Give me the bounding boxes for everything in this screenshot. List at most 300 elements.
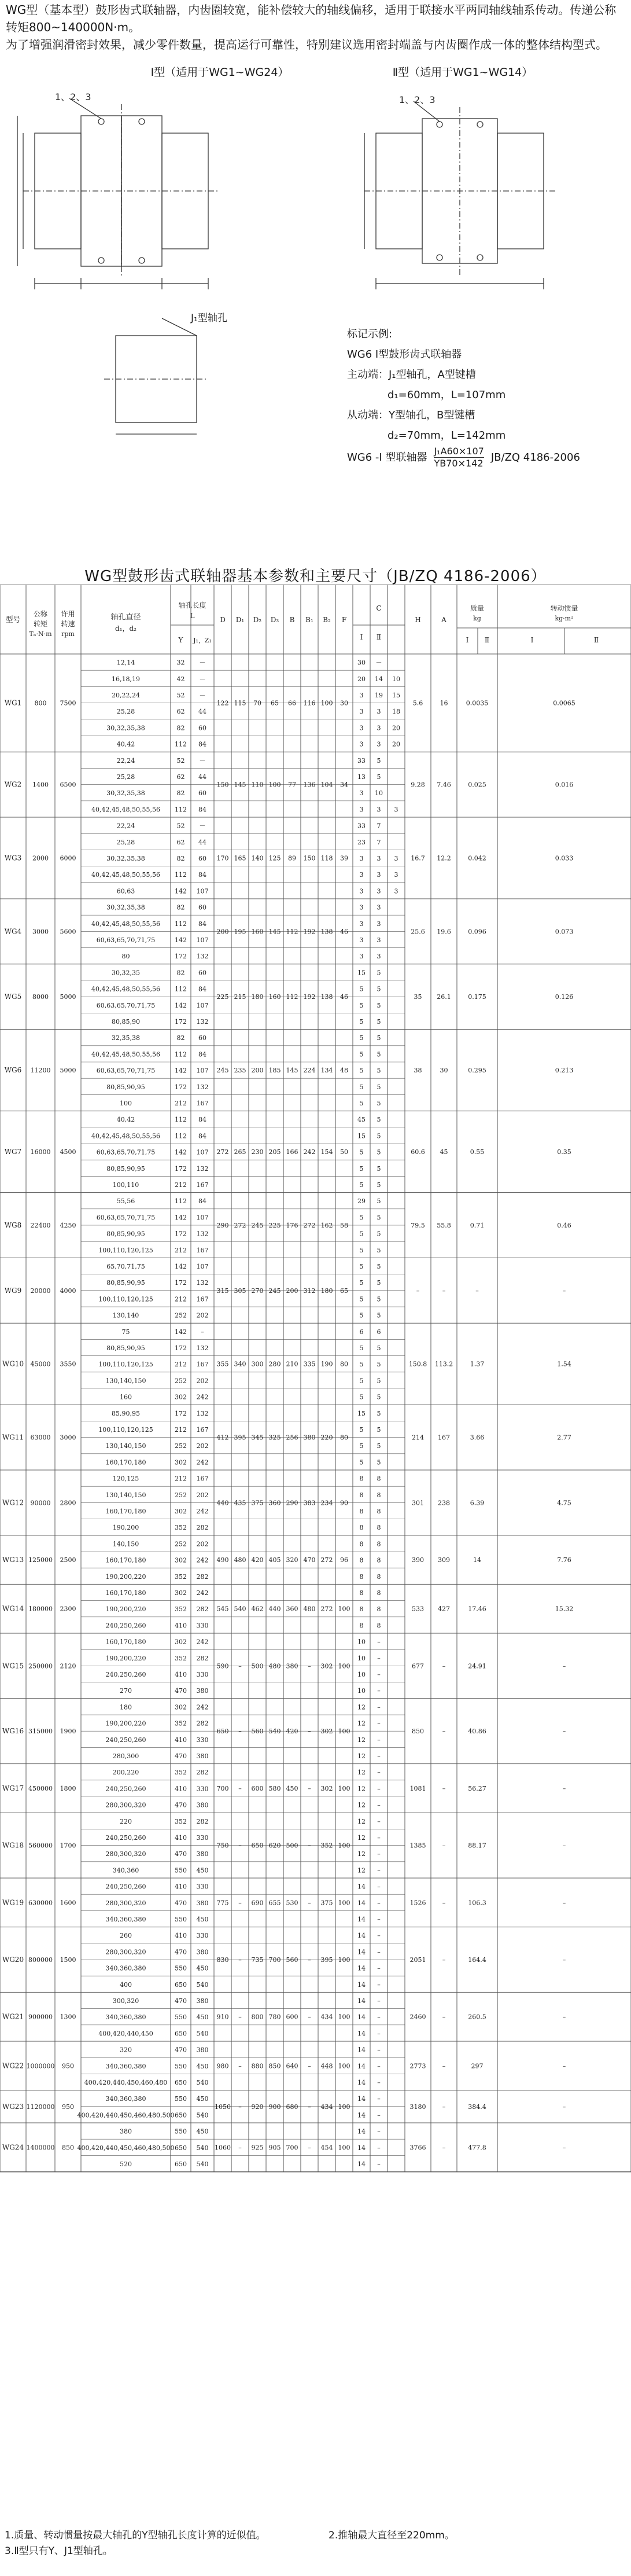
f-9: 80	[340, 1360, 348, 1368]
a-18: –	[442, 1899, 446, 1907]
th-mass-1: 质量	[470, 604, 485, 612]
h-19: 2051	[409, 1956, 426, 1964]
len-y-6-0: 112	[175, 1116, 187, 1124]
parameter-table	[0, 585, 631, 2512]
len-j-14-3: 380	[196, 1687, 209, 1695]
len-y-4-1: 112	[175, 985, 187, 993]
c-ii-19-0: –	[377, 1932, 381, 1940]
len-j-8-3: 202	[196, 1311, 209, 1320]
len-j-0-4: 60	[198, 724, 206, 732]
c-i-12-2: 8	[359, 1572, 364, 1581]
len-j-20-1: 450	[196, 2013, 209, 2022]
mass-19: 164.4	[468, 1956, 486, 1964]
f-13: 100	[338, 1605, 350, 1613]
th-inertia-2: kg·m²	[555, 615, 574, 622]
c-ii-7-0: 5	[377, 1197, 381, 1206]
c-extra-0-3: 18	[392, 708, 400, 716]
len-y-3-3: 172	[175, 953, 187, 961]
bore-8-2: 100,110,120,125	[98, 1295, 153, 1303]
h-6: 60.6	[411, 1148, 425, 1156]
speed-8: 4000	[60, 1287, 76, 1295]
len-j-5-4: 167	[196, 1100, 209, 1108]
model-18: WG19	[2, 1898, 24, 1907]
c-i-19-0: 14	[357, 1932, 366, 1940]
mass-10: 3.66	[470, 1434, 485, 1442]
c-i-15-0: 12	[357, 1703, 366, 1711]
len-j-4-0: 60	[198, 969, 206, 977]
c-extra-0-5: 20	[392, 740, 400, 748]
c-ii-3-1: 3	[377, 920, 381, 928]
c-ii-17-1: –	[377, 1834, 381, 1842]
bore-20-1: 340,360,380	[105, 2013, 146, 2022]
c-i-14-0: 10	[357, 1638, 366, 1646]
speed-14: 2120	[60, 1662, 76, 1670]
d2-5: 200	[251, 1067, 264, 1075]
inertia-16: –	[562, 1784, 566, 1792]
c-ii-18-0: –	[377, 1883, 381, 1891]
c-ii-10-3: 5	[377, 1458, 381, 1467]
bore-5-1: 40,42,45,48,50,55,56	[91, 1050, 160, 1059]
b1-17: –	[308, 1842, 311, 1850]
c-ii-16-0: –	[377, 1769, 381, 1777]
b1-1: 136	[303, 781, 316, 789]
bore-21-2: 400,420,440,450,460,480	[84, 2079, 168, 2087]
c-i-10-0: 15	[357, 1409, 366, 1417]
mass-7: 0.71	[470, 1222, 485, 1229]
len-j-15-0: 242	[196, 1703, 209, 1711]
c-ii-9-0: 6	[377, 1328, 381, 1336]
bore-11-0: 120,125	[112, 1475, 139, 1483]
b1-23: –	[308, 2144, 311, 2152]
len-j-19-1: 380	[196, 1948, 209, 1956]
len-y-14-2: 410	[175, 1671, 187, 1679]
len-j-11-2: 242	[196, 1508, 209, 1516]
b-14: 380	[286, 1662, 298, 1670]
d2-21: 880	[251, 2062, 264, 2070]
bore-2-2: 30,32,35,38	[106, 855, 145, 863]
marking-line2: 主动端：J₁型轴孔，A型键槽	[347, 369, 476, 381]
th-j1z1: J₁，Z₁	[193, 637, 212, 644]
model-5: WG6	[4, 1066, 22, 1075]
f-7: 58	[340, 1222, 348, 1229]
bore-0-4: 30,32,35,38	[106, 724, 145, 732]
c-i-6-1: 15	[357, 1132, 366, 1140]
bore-16-0: 200,220	[112, 1769, 139, 1777]
mass-15: 40.86	[468, 1728, 486, 1736]
bore-2-0: 22,24	[116, 822, 135, 830]
inertia-3: 0.073	[555, 928, 574, 936]
bore-6-2: 60,63,65,70,71,75	[96, 1148, 156, 1156]
d-4: 225	[216, 993, 229, 1001]
bore-21-1: 340,360,380	[105, 2062, 146, 2070]
th-inertia-i: Ⅰ	[530, 636, 534, 644]
model-23: WG24	[2, 2143, 24, 2152]
len-y-8-1: 172	[175, 1279, 187, 1287]
bore-19-0: 260	[120, 1932, 132, 1940]
c-i-2-3: 3	[359, 871, 364, 879]
len-j-7-0: 84	[198, 1197, 206, 1206]
speed-19: 1500	[60, 1956, 76, 1964]
len-j-7-1: 107	[196, 1214, 209, 1222]
d-3: 200	[216, 928, 229, 936]
d3-5: 185	[268, 1067, 281, 1075]
len-y-7-0: 112	[175, 1197, 187, 1206]
th-inertia-1: 转动惯量	[550, 604, 578, 612]
len-y-21-0: 470	[175, 2046, 187, 2054]
d1-11: 435	[234, 1499, 246, 1507]
c-i-5-0: 5	[359, 1034, 364, 1042]
d1-4: 215	[234, 993, 246, 1001]
mass-14: 24.91	[468, 1662, 486, 1670]
c-i-20-2: 14	[357, 2030, 366, 2038]
d3-18: 655	[268, 1899, 281, 1907]
c-ii-2-1: 7	[377, 838, 381, 846]
model-3: WG4	[4, 927, 22, 936]
c-i-20-1: 14	[357, 2013, 366, 2022]
mass-1: 0.025	[468, 781, 486, 789]
len-y-6-4: 212	[175, 1181, 187, 1189]
c-ii-0-1: 14	[375, 675, 383, 683]
bore-3-1: 40,42,45,48,50,55,56	[91, 920, 160, 928]
len-y-11-1: 252	[175, 1491, 187, 1499]
bore-19-3: 400	[120, 1980, 132, 1989]
th-d1: D₁	[235, 616, 245, 624]
inertia-13: 15.32	[555, 1605, 574, 1613]
d-8: 315	[216, 1287, 229, 1295]
bore-14-0: 160,170,180	[105, 1638, 146, 1646]
inertia-7: 0.46	[557, 1222, 571, 1229]
a-16: –	[442, 1784, 446, 1792]
len-y-15-1: 352	[175, 1719, 187, 1728]
len-y-3-2: 142	[175, 936, 187, 945]
c-extra-2-2: 3	[394, 855, 398, 863]
c-i-8-3: 5	[359, 1311, 364, 1320]
c-ii-6-4: 5	[377, 1181, 381, 1189]
b2-23: 454	[320, 2144, 333, 2152]
model-1: WG2	[4, 780, 22, 789]
mass-20: 260.5	[468, 2013, 486, 2021]
th-d3: D₃	[270, 616, 279, 624]
c-i-18-1: 14	[357, 1899, 366, 1907]
h-12: 390	[412, 1556, 424, 1564]
d3-13: 440	[268, 1605, 281, 1613]
mass-2: 0.042	[468, 854, 486, 862]
bore-12-2: 190,200,220	[105, 1572, 146, 1581]
len-j-8-1: 132	[196, 1279, 209, 1287]
th-bore-2: d₁，d₂	[115, 624, 136, 633]
c-i-21-1: 14	[357, 2062, 366, 2070]
c-i-4-1: 5	[359, 985, 364, 993]
c-ii-4-0: 5	[377, 969, 381, 977]
torque-0: 800	[34, 699, 47, 707]
speed-23: 850	[62, 2144, 74, 2152]
speed-18: 1600	[60, 1899, 76, 1907]
len-y-17-3: 550	[175, 1866, 187, 1875]
c-ii-2-4: 3	[377, 887, 381, 895]
d1-7: 272	[234, 1222, 246, 1229]
th-model: 型号	[5, 616, 21, 624]
b-22: 680	[286, 2103, 298, 2111]
len-j-3-1: 84	[198, 920, 206, 928]
f-2: 39	[340, 854, 348, 862]
c-ii-4-3: 5	[377, 1018, 381, 1026]
d2-23: 925	[251, 2144, 264, 2152]
th-a: A	[441, 616, 447, 624]
len-j-9-2: 167	[196, 1361, 209, 1369]
d-18: 775	[216, 1899, 229, 1907]
c-ii-4-1: 5	[377, 985, 381, 993]
d2-9: 300	[251, 1360, 264, 1368]
torque-18: 630000	[28, 1899, 53, 1907]
len-j-8-2: 167	[196, 1295, 209, 1303]
a-10: 167	[438, 1434, 450, 1442]
bore-14-1: 190,200,220	[105, 1654, 146, 1662]
c-ii-7-2: 5	[377, 1230, 381, 1238]
c-i-17-1: 12	[357, 1834, 366, 1842]
torque-12: 125000	[28, 1556, 53, 1564]
bore-23-0: 380	[120, 2127, 132, 2136]
bore-10-3: 160,170,180	[105, 1458, 146, 1467]
len-j-6-1: 84	[198, 1132, 206, 1140]
c-i-9-2: 5	[359, 1361, 364, 1369]
bore-12-1: 160,170,180	[105, 1556, 146, 1564]
marking-line6-b: J₁A60×107	[434, 446, 484, 457]
f-3: 46	[340, 928, 348, 936]
c-ii-2-0: 7	[377, 822, 381, 830]
c-i-5-2: 5	[359, 1067, 364, 1075]
speed-7: 4250	[60, 1222, 76, 1229]
speed-22: 950	[62, 2103, 74, 2111]
len-j-16-1: 330	[196, 1785, 209, 1793]
table-title: WG型鼓形齿式联轴器基本参数和主要尺寸（JB/ZQ 4186-2006）	[84, 568, 547, 585]
marking-line1: WG6 Ⅰ型鼓形齿式联轴器	[347, 348, 462, 361]
d3-8: 245	[268, 1287, 281, 1295]
c-i-12-0: 8	[359, 1540, 364, 1548]
a-5: 30	[440, 1067, 448, 1075]
len-j-20-0: 380	[196, 1997, 209, 2005]
a-14: –	[442, 1662, 446, 1670]
bore-19-2: 340,360,380	[105, 1964, 146, 1972]
c-ii-13-0: 8	[377, 1589, 381, 1597]
c-ii-11-1: 8	[377, 1491, 381, 1499]
len-y-23-0: 550	[175, 2127, 187, 2136]
d1-15: –	[238, 1728, 242, 1736]
len-j-17-0: 282	[196, 1817, 209, 1825]
th-b: B	[289, 616, 295, 624]
torque-21: 1000000	[26, 2062, 55, 2070]
bore-17-2: 280,300,320	[105, 1850, 146, 1858]
c-ii-23-1: –	[377, 2144, 381, 2152]
len-j-2-0: －	[199, 822, 206, 830]
c-i-3-2: 3	[359, 936, 364, 945]
c-ii-14-2: –	[377, 1671, 381, 1679]
bore-8-0: 65,70,71,75	[106, 1263, 145, 1271]
d3-9: 280	[268, 1360, 281, 1368]
b1-19: –	[308, 1956, 311, 1964]
d-5: 245	[216, 1067, 229, 1075]
h-11: 301	[412, 1499, 424, 1507]
a-15: –	[442, 1728, 446, 1736]
b1-22: –	[308, 2103, 311, 2111]
torque-7: 22400	[30, 1222, 51, 1229]
c-extra-0-1: 10	[392, 675, 400, 683]
c-i-10-1: 5	[359, 1426, 364, 1434]
c-i-11-2: 8	[359, 1508, 364, 1516]
c-i-19-1: 14	[357, 1948, 366, 1956]
b-21: 640	[286, 2062, 298, 2070]
c-ii-19-2: –	[377, 1964, 381, 1972]
f-5: 48	[340, 1067, 348, 1075]
marking-line6-a: WG6 -Ⅰ 型联轴器	[347, 451, 427, 464]
bore-18-0: 240,250,260	[105, 1883, 146, 1891]
torque-20: 900000	[28, 2013, 53, 2021]
torque-15: 315000	[28, 1728, 53, 1736]
bore-5-4: 100	[120, 1100, 132, 1108]
b2-17: 352	[320, 1842, 333, 1850]
h-23: 3766	[409, 2144, 426, 2152]
note-3: 3.Ⅱ型只有Y、J1型轴孔。	[5, 2545, 113, 2557]
d1-16: –	[238, 1784, 242, 1792]
len-y-14-1: 352	[175, 1654, 187, 1662]
model-0: WG1	[4, 699, 22, 707]
len-y-3-0: 82	[176, 903, 185, 912]
speed-9: 3550	[60, 1360, 76, 1368]
bore-16-2: 280,300,320	[105, 1801, 146, 1809]
d1-18: –	[238, 1899, 242, 1907]
c-i-1-2: 3	[359, 789, 364, 798]
mass-12: 14	[473, 1556, 481, 1564]
c-ii-15-2: –	[377, 1736, 381, 1744]
len-y-13-2: 410	[175, 1622, 187, 1630]
c-ii-1-0: 5	[377, 756, 381, 765]
f-22: 100	[338, 2103, 350, 2111]
model-17: WG18	[2, 1841, 24, 1850]
len-j-15-3: 380	[196, 1752, 209, 1761]
len-y-7-1: 142	[175, 1214, 187, 1222]
b1-9: 335	[303, 1360, 316, 1368]
model-12: WG13	[2, 1556, 24, 1564]
b1-20: –	[308, 2013, 311, 2021]
c-i-0-5: 3	[359, 740, 364, 748]
hole-label: J₁型轴孔	[191, 313, 227, 324]
torque-11: 90000	[30, 1499, 51, 1507]
len-j-5-0: 60	[198, 1034, 206, 1042]
c-i-14-2: 10	[357, 1671, 366, 1679]
len-y-16-1: 410	[175, 1785, 187, 1793]
c-ii-2-3: 3	[377, 871, 381, 879]
c-i-7-3: 5	[359, 1246, 364, 1254]
c-i-18-0: 14	[357, 1883, 366, 1891]
b2-12: 272	[320, 1556, 333, 1564]
bore-7-3: 100,110,120,125	[98, 1246, 153, 1254]
c-i-8-1: 5	[359, 1279, 364, 1287]
bore-17-3: 340,360	[112, 1866, 139, 1875]
c-ii-12-1: 8	[377, 1556, 381, 1564]
len-j-14-1: 282	[196, 1654, 209, 1662]
speed-11: 2800	[60, 1499, 76, 1507]
len-j-2-2: 60	[198, 855, 206, 863]
b2-1: 104	[320, 781, 333, 789]
c-ii-20-0: –	[377, 1997, 381, 2005]
b1-3: 192	[303, 928, 316, 936]
a-17: –	[442, 1842, 446, 1850]
len-y-6-1: 112	[175, 1132, 187, 1140]
len-y-11-3: 352	[175, 1524, 187, 1532]
a-23: –	[442, 2144, 446, 2152]
model-22: WG23	[2, 2102, 24, 2111]
c-ii-5-4: 5	[377, 1100, 381, 1108]
type2-part-label: 1、2、3	[399, 94, 436, 105]
d3-23: 905	[268, 2144, 281, 2152]
bore-17-1: 240,250,260	[105, 1834, 146, 1842]
bore-14-3: 270	[120, 1687, 132, 1695]
d-13: 545	[216, 1605, 229, 1613]
c-ii-16-2: –	[377, 1801, 381, 1809]
len-j-16-2: 380	[196, 1801, 209, 1809]
c-i-0-0: 30	[357, 659, 366, 667]
speed-15: 1900	[60, 1728, 76, 1736]
bore-8-1: 80,85,90,95	[106, 1279, 145, 1287]
j1-hole-drawing	[104, 318, 208, 434]
model-15: WG16	[2, 1727, 24, 1736]
len-j-22-1: 540	[196, 2111, 209, 2119]
b1-12: 470	[303, 1556, 316, 1564]
len-j-19-2: 450	[196, 1964, 209, 1972]
c-ii-1-2: 10	[375, 789, 383, 798]
len-y-9-4: 302	[175, 1393, 187, 1401]
bore-15-3: 280,300	[112, 1752, 139, 1761]
bore-1-2: 30,32,35,38	[106, 789, 145, 798]
len-y-1-1: 62	[176, 773, 185, 781]
torque-22: 1120000	[26, 2103, 55, 2111]
len-y-0-0: 32	[176, 659, 185, 667]
bore-2-1: 25,28	[116, 838, 135, 846]
inertia-19: –	[562, 1956, 566, 1964]
len-y-10-1: 212	[175, 1426, 187, 1434]
c-ii-18-2: –	[377, 1916, 381, 1924]
inertia-0: 0.0065	[553, 699, 575, 707]
bore-8-3: 130,140	[112, 1311, 139, 1320]
len-y-10-3: 302	[175, 1458, 187, 1467]
d1-5: 235	[234, 1067, 246, 1075]
c-extra-0-4: 20	[392, 724, 400, 732]
c-i-17-2: 12	[357, 1850, 366, 1858]
len-j-23-1: 540	[196, 2144, 209, 2152]
intro	[6, 1, 625, 53]
len-y-13-1: 352	[175, 1605, 187, 1614]
mass-13: 17.46	[468, 1605, 486, 1613]
h-20: 2460	[409, 2013, 426, 2021]
inertia-18: –	[562, 1899, 566, 1907]
f-0: 30	[340, 699, 348, 707]
d-7: 290	[216, 1222, 229, 1229]
note-1: 1.质量、转动惯量按最大轴孔的Y型轴孔长度计算的近似值。	[5, 2530, 266, 2541]
d-21: 980	[216, 2062, 229, 2070]
len-j-16-0: 282	[196, 1769, 209, 1777]
bore-15-0: 180	[120, 1703, 132, 1711]
b1-7: 272	[303, 1222, 316, 1229]
c-i-18-2: 14	[357, 1916, 366, 1924]
f-4: 46	[340, 993, 348, 1001]
c-ii-14-0: –	[377, 1638, 381, 1646]
c-i-15-1: 12	[357, 1719, 366, 1728]
b1-4: 192	[303, 993, 316, 1001]
model-2: WG3	[4, 854, 22, 862]
len-j-3-3: 132	[196, 953, 209, 961]
bore-1-3: 40,42,45,48,50,55,56	[91, 806, 160, 814]
c-i-1-3: 3	[359, 806, 364, 814]
c-ii-12-2: 8	[377, 1572, 381, 1581]
